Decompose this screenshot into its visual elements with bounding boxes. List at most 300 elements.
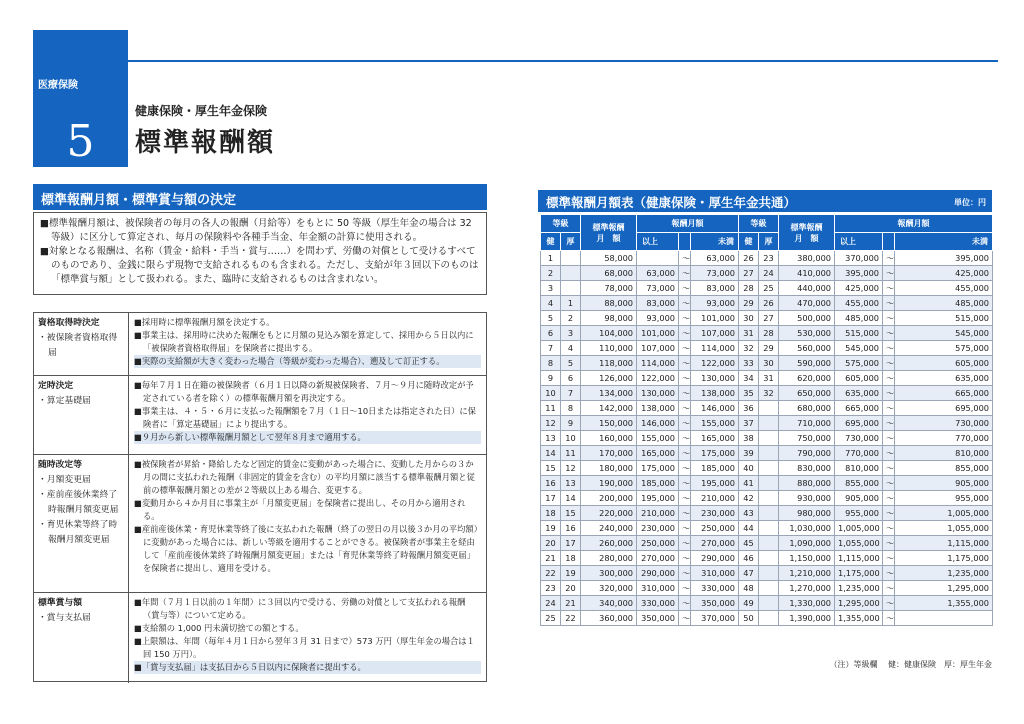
- range-over-cell: 146,000: [637, 416, 679, 431]
- range-tilde: 〜: [679, 461, 691, 476]
- grade-ken-cell: 17: [541, 491, 561, 506]
- header-monthly: 報酬月額: [637, 215, 739, 233]
- table-row: [541, 566, 993, 581]
- grade-ken-cell: 25: [541, 611, 561, 626]
- grade-ken-cell: 13: [541, 431, 561, 446]
- range-tilde: 〜: [883, 386, 895, 401]
- rule-form: ・育児休業等終了時報酬月額変更届: [38, 520, 118, 545]
- range-over-cell: 155,000: [637, 431, 679, 446]
- range-under-cell: 155,000: [691, 416, 739, 431]
- chapter-block: [33, 30, 128, 167]
- grade-ken-cell: 7: [541, 341, 561, 356]
- grade-kou-cell: 15: [561, 506, 581, 521]
- grade-kou-cell: 4: [561, 341, 581, 356]
- range-under-cell: [895, 611, 993, 626]
- rule-text: ■採用時に標準報酬月額を決定する。: [134, 317, 275, 327]
- rules-table: [33, 312, 487, 682]
- grade-ken-cell: 34: [739, 371, 759, 386]
- standard-amount-cell: 126,000: [581, 371, 637, 386]
- standard-amount-cell: 590,000: [779, 356, 835, 371]
- rule-text: ■９月から新しい標準報酬月額として翌年８月まで適用する。: [134, 431, 481, 444]
- standard-amount-cell: 930,000: [779, 491, 835, 506]
- grade-kou-cell: 22: [561, 611, 581, 626]
- grade-ken-cell: 11: [541, 401, 561, 416]
- range-under-cell: 73,000: [691, 266, 739, 281]
- header-over: 以上: [637, 233, 679, 251]
- grade-kou-cell: 26: [759, 296, 779, 311]
- range-tilde: 〜: [883, 551, 895, 566]
- range-tilde: 〜: [883, 341, 895, 356]
- standard-amount-cell: 280,000: [581, 551, 637, 566]
- grade-ken-cell: 41: [739, 476, 759, 491]
- standard-amount-cell: 142,000: [581, 401, 637, 416]
- grade-kou-cell: 19: [561, 566, 581, 581]
- range-tilde: 〜: [883, 401, 895, 416]
- range-over-cell: 107,000: [637, 341, 679, 356]
- range-over-cell: 122,000: [637, 371, 679, 386]
- range-under-cell: 1,295,000: [895, 581, 993, 596]
- range-under-cell: 175,000: [691, 446, 739, 461]
- range-over-cell: 605,000: [835, 371, 883, 386]
- table-row: [541, 326, 993, 341]
- range-under-cell: 1,115,000: [895, 536, 993, 551]
- grade-kou-cell: [561, 251, 581, 266]
- range-tilde: 〜: [883, 326, 895, 341]
- standard-amount-cell: 240,000: [581, 521, 637, 536]
- grade-kou-cell: 18: [561, 551, 581, 566]
- range-over-cell: 665,000: [835, 401, 883, 416]
- grade-kou-cell: [759, 446, 779, 461]
- range-over-cell: 1,235,000: [835, 581, 883, 596]
- intro-paragraph: ■標準報酬月額は、被保険者の毎月の各人の報酬（月給等）をもとに 50 等級（厚生年金の場合は 32 等級）に区分して算定され、毎月の保険料や各種手当金、年金額の計算に使用される。: [40, 218, 472, 243]
- grade-ken-cell: 4: [541, 296, 561, 311]
- range-tilde: 〜: [883, 431, 895, 446]
- range-under-cell: 250,000: [691, 521, 739, 536]
- table-row: [541, 596, 993, 611]
- grade-kou-cell: 17: [561, 536, 581, 551]
- range-over-cell: 330,000: [637, 596, 679, 611]
- range-tilde: 〜: [883, 296, 895, 311]
- grade-kou-cell: 21: [561, 596, 581, 611]
- grade-kou-cell: 27: [759, 311, 779, 326]
- range-over-cell: 635,000: [835, 386, 883, 401]
- header-under: 未満: [691, 233, 739, 251]
- range-over-cell: 175,000: [637, 461, 679, 476]
- range-over-cell: 165,000: [637, 446, 679, 461]
- standard-amount-cell: 200,000: [581, 491, 637, 506]
- standard-amount-cell: 190,000: [581, 476, 637, 491]
- rule-form: ・賞与支払届: [38, 613, 91, 623]
- grade-kou-cell: [759, 506, 779, 521]
- range-under-cell: 350,000: [691, 596, 739, 611]
- grade-kou-cell: [759, 416, 779, 431]
- range-over-cell: 695,000: [835, 416, 883, 431]
- grade-kou-cell: 8: [561, 401, 581, 416]
- range-over-cell: 1,355,000: [835, 611, 883, 626]
- standard-amount-cell: 58,000: [581, 251, 637, 266]
- grade-ken-cell: 9: [541, 371, 561, 386]
- range-tilde: 〜: [883, 266, 895, 281]
- range-under-cell: 575,000: [895, 341, 993, 356]
- range-under-cell: 730,000: [895, 416, 993, 431]
- grade-ken-cell: 40: [739, 461, 759, 476]
- grade-kou-cell: [759, 461, 779, 476]
- grade-kou-cell: 14: [561, 491, 581, 506]
- rule-row-regular: [34, 376, 486, 455]
- range-under-cell: 770,000: [895, 431, 993, 446]
- range-under-cell: 146,000: [691, 401, 739, 416]
- grade-ken-cell: 38: [739, 431, 759, 446]
- header-rule: [128, 60, 998, 62]
- standard-amount-cell: 410,000: [779, 266, 835, 281]
- standard-amount-cell: 710,000: [779, 416, 835, 431]
- table-row: [541, 491, 993, 506]
- rule-text: ■毎年７月１日在籍の被保険者（６月１日以降の新規被保険者、７月〜９月に随時改定が予定されている者を除く）の標準報酬月額を再決定する。: [134, 380, 474, 403]
- range-under-cell: 515,000: [895, 311, 993, 326]
- range-under-cell: 1,235,000: [895, 566, 993, 581]
- grade-ken-cell: 46: [739, 551, 759, 566]
- standard-amount-cell: 1,330,000: [779, 596, 835, 611]
- range-over-cell: 545,000: [835, 341, 883, 356]
- table-row: [541, 401, 993, 416]
- chapter-number: 5: [66, 116, 95, 167]
- table-row: [541, 386, 993, 401]
- grade-kou-cell: 11: [561, 446, 581, 461]
- range-under-cell: 122,000: [691, 356, 739, 371]
- table-row: [541, 251, 993, 266]
- rule-heading: 標準賞与額: [38, 598, 82, 608]
- grade-ken-cell: 39: [739, 446, 759, 461]
- grade-kou-cell: [759, 401, 779, 416]
- range-tilde: 〜: [679, 251, 691, 266]
- range-over-cell: 955,000: [835, 506, 883, 521]
- range-over-cell: 230,000: [637, 521, 679, 536]
- range-over-cell: 770,000: [835, 446, 883, 461]
- range-tilde: 〜: [679, 416, 691, 431]
- grade-kou-cell: [759, 521, 779, 536]
- range-over-cell: 63,000: [637, 266, 679, 281]
- range-over-cell: 185,000: [637, 476, 679, 491]
- range-tilde: 〜: [883, 311, 895, 326]
- grade-ken-cell: 31: [739, 326, 759, 341]
- standard-amount-cell: 750,000: [779, 431, 835, 446]
- range-over-cell: 810,000: [835, 461, 883, 476]
- table-row: [541, 281, 993, 296]
- grade-kou-cell: 29: [759, 341, 779, 356]
- intro-box: [33, 212, 487, 295]
- range-under-cell: 107,000: [691, 326, 739, 341]
- range-under-cell: 185,000: [691, 461, 739, 476]
- grade-ken-cell: 10: [541, 386, 561, 401]
- range-over-cell: 195,000: [637, 491, 679, 506]
- standard-amount-cell: 1,270,000: [779, 581, 835, 596]
- range-tilde: 〜: [679, 431, 691, 446]
- range-under-cell: 545,000: [895, 326, 993, 341]
- grade-ken-cell: 16: [541, 476, 561, 491]
- rule-body: [129, 593, 486, 683]
- grade-kou-cell: 5: [561, 356, 581, 371]
- table-row: [541, 476, 993, 491]
- grade-ken-cell: 27: [739, 266, 759, 281]
- range-over-cell: 575,000: [835, 356, 883, 371]
- standard-amount-cell: 880,000: [779, 476, 835, 491]
- grade-ken-cell: 22: [541, 566, 561, 581]
- range-tilde: 〜: [883, 461, 895, 476]
- standard-amount-cell: 180,000: [581, 461, 637, 476]
- page-title: 標準報酬額: [135, 128, 276, 158]
- rule-label: [34, 593, 129, 683]
- range-under-cell: 395,000: [895, 251, 993, 266]
- range-tilde: 〜: [679, 386, 691, 401]
- grade-ken-cell: 47: [739, 566, 759, 581]
- section-title: 標準報酬月額・標準賞与額の決定: [33, 184, 487, 210]
- range-under-cell: 425,000: [895, 266, 993, 281]
- grade-ken-cell: 45: [739, 536, 759, 551]
- range-tilde: 〜: [679, 266, 691, 281]
- range-over-cell: 83,000: [637, 296, 679, 311]
- rule-label: [34, 376, 129, 454]
- rule-row-revision: [34, 455, 486, 593]
- range-over-cell: 1,055,000: [835, 536, 883, 551]
- standard-amount-cell: 118,000: [581, 356, 637, 371]
- grade-kou-cell: [759, 566, 779, 581]
- grade-ken-cell: 42: [739, 491, 759, 506]
- grade-ken-cell: 24: [541, 596, 561, 611]
- range-over-cell: 855,000: [835, 476, 883, 491]
- table-row: [541, 461, 993, 476]
- table-title: 標準報酬月額表（健康保険・厚生年金共通）: [546, 195, 797, 210]
- range-tilde: 〜: [883, 251, 895, 266]
- grade-ken-cell: 44: [739, 521, 759, 536]
- range-tilde: 〜: [679, 611, 691, 626]
- range-over-cell: [637, 251, 679, 266]
- grade-ken-cell: 3: [541, 281, 561, 296]
- range-tilde: 〜: [883, 446, 895, 461]
- salary-grade-table: [540, 214, 993, 626]
- standard-amount-cell: 150,000: [581, 416, 637, 431]
- range-under-cell: 130,000: [691, 371, 739, 386]
- grade-ken-cell: 1: [541, 251, 561, 266]
- standard-amount-cell: 790,000: [779, 446, 835, 461]
- grade-ken-cell: 32: [739, 341, 759, 356]
- table-row: [541, 446, 993, 461]
- grade-kou-cell: [561, 266, 581, 281]
- range-under-cell: 114,000: [691, 341, 739, 356]
- range-tilde: 〜: [883, 371, 895, 386]
- range-over-cell: 1,115,000: [835, 551, 883, 566]
- rule-text: ■事業主は、４・５・６月に支払った報酬額を７月（１日〜10日または指定された日）に保険者に「算定基礎届」により提出する。: [134, 406, 476, 429]
- range-under-cell: 1,055,000: [895, 521, 993, 536]
- standard-amount-cell: 88,000: [581, 296, 637, 311]
- range-tilde: 〜: [679, 506, 691, 521]
- range-under-cell: 83,000: [691, 281, 739, 296]
- range-under-cell: 485,000: [895, 296, 993, 311]
- range-tilde: 〜: [679, 521, 691, 536]
- header-standard: 標準報酬 月 額: [581, 215, 637, 251]
- rule-text: ■実際の支給額が大きく変わった場合（等級が変わった場合）、遡及して訂正する。: [134, 355, 481, 368]
- rule-body: [129, 313, 486, 375]
- grade-ken-cell: 28: [739, 281, 759, 296]
- standard-amount-cell: 360,000: [581, 611, 637, 626]
- range-over-cell: 1,295,000: [835, 596, 883, 611]
- grade-kou-cell: 9: [561, 416, 581, 431]
- range-tilde: 〜: [679, 491, 691, 506]
- range-tilde: 〜: [883, 521, 895, 536]
- grade-ken-cell: 26: [739, 251, 759, 266]
- table-row: [541, 581, 993, 596]
- grade-ken-cell: 23: [541, 581, 561, 596]
- table-row: [541, 551, 993, 566]
- range-over-cell: 290,000: [637, 566, 679, 581]
- rule-row-acquisition: [34, 313, 486, 376]
- range-over-cell: 455,000: [835, 296, 883, 311]
- range-tilde: 〜: [883, 476, 895, 491]
- rule-text: ■年間（７月１日以前の１年間）に３回以内で受ける、労働の対償として支払われる報酬（賞与等）について定める。: [134, 597, 466, 620]
- grade-kou-cell: 24: [759, 266, 779, 281]
- range-over-cell: 730,000: [835, 431, 883, 446]
- grade-ken-cell: 33: [739, 356, 759, 371]
- table-note: （注）等級欄 健：健康保険 厚：厚生年金: [829, 660, 992, 669]
- table-row: [541, 296, 993, 311]
- range-under-cell: 1,175,000: [895, 551, 993, 566]
- grade-kou-cell: [759, 491, 779, 506]
- range-tilde: 〜: [883, 491, 895, 506]
- range-tilde: 〜: [679, 356, 691, 371]
- standard-amount-cell: 650,000: [779, 386, 835, 401]
- rule-label: [34, 313, 129, 375]
- standard-amount-cell: 1,390,000: [779, 611, 835, 626]
- grade-kou-cell: 6: [561, 371, 581, 386]
- range-under-cell: 270,000: [691, 536, 739, 551]
- table-row: [541, 506, 993, 521]
- rule-row-bonus: [34, 593, 486, 683]
- range-over-cell: 1,005,000: [835, 521, 883, 536]
- header-ken: 健: [739, 233, 759, 251]
- range-tilde: 〜: [679, 281, 691, 296]
- grade-kou-cell: 28: [759, 326, 779, 341]
- standard-amount-cell: 170,000: [581, 446, 637, 461]
- range-tilde: 〜: [679, 341, 691, 356]
- range-tilde: 〜: [679, 326, 691, 341]
- grade-kou-cell: 16: [561, 521, 581, 536]
- standard-amount-cell: 98,000: [581, 311, 637, 326]
- range-tilde: 〜: [679, 401, 691, 416]
- page-subtitle: 健康保険・厚生年金保険: [135, 104, 268, 118]
- grade-kou-cell: 3: [561, 326, 581, 341]
- range-under-cell: 605,000: [895, 356, 993, 371]
- standard-amount-cell: 160,000: [581, 431, 637, 446]
- rule-form: ・産前産後休業終了時報酬月額変更届: [38, 490, 119, 515]
- range-tilde: 〜: [679, 446, 691, 461]
- standard-amount-cell: 220,000: [581, 506, 637, 521]
- range-tilde: 〜: [679, 566, 691, 581]
- grade-kou-cell: 25: [759, 281, 779, 296]
- range-under-cell: 695,000: [895, 401, 993, 416]
- range-under-cell: 101,000: [691, 311, 739, 326]
- rule-text: ■「賞与支払届」は支払日から５日以内に保険者に提出する。: [134, 661, 481, 674]
- standard-amount-cell: 380,000: [779, 251, 835, 266]
- grade-kou-cell: 10: [561, 431, 581, 446]
- grade-ken-cell: 50: [739, 611, 759, 626]
- grade-ken-cell: 15: [541, 461, 561, 476]
- grade-kou-cell: 20: [561, 581, 581, 596]
- grade-ken-cell: 37: [739, 416, 759, 431]
- grade-ken-cell: 29: [739, 296, 759, 311]
- range-over-cell: 1,175,000: [835, 566, 883, 581]
- header-standard: 標準報酬 月 額: [779, 215, 835, 251]
- standard-amount-cell: 560,000: [779, 341, 835, 356]
- header-monthly: 報酬月額: [835, 215, 993, 233]
- table-row: [541, 371, 993, 386]
- grade-ken-cell: 49: [739, 596, 759, 611]
- rule-body: [129, 455, 486, 592]
- range-tilde: 〜: [883, 281, 895, 296]
- rule-body: [129, 376, 486, 454]
- range-tilde: 〜: [883, 416, 895, 431]
- range-under-cell: 210,000: [691, 491, 739, 506]
- standard-amount-cell: 530,000: [779, 326, 835, 341]
- range-under-cell: 93,000: [691, 296, 739, 311]
- range-under-cell: 310,000: [691, 566, 739, 581]
- range-under-cell: 195,000: [691, 476, 739, 491]
- grade-ken-cell: 12: [541, 416, 561, 431]
- header-kou: 厚: [759, 233, 779, 251]
- table-unit: 単位：円: [954, 198, 986, 207]
- range-over-cell: 130,000: [637, 386, 679, 401]
- rule-text: ■産前産後休業・育児休業等終了後に支払われた報酬（終了の翌日の月以後３か月の平均額）に変動があった場合には、新しい等級を適用することができる。被保険者が事業主を経由して「産前産後休業終了時報酬月額変更届」または「育児休業等終了時報酬月額変更届」を保険者に提出し、適用を受ける。: [134, 524, 478, 573]
- rule-form: ・被保険者資格取得届: [38, 333, 118, 358]
- rule-form: ・月額変更届: [38, 475, 91, 485]
- grade-ken-cell: 8: [541, 356, 561, 371]
- standard-amount-cell: 1,090,000: [779, 536, 835, 551]
- range-tilde: 〜: [679, 551, 691, 566]
- range-over-cell: 425,000: [835, 281, 883, 296]
- grade-ken-cell: 2: [541, 266, 561, 281]
- range-under-cell: 1,355,000: [895, 596, 993, 611]
- grade-ken-cell: 21: [541, 551, 561, 566]
- standard-amount-cell: 830,000: [779, 461, 835, 476]
- grade-kou-cell: 1: [561, 296, 581, 311]
- grade-ken-cell: 36: [739, 401, 759, 416]
- range-tilde: 〜: [679, 596, 691, 611]
- header-grade: 等級: [541, 215, 581, 233]
- rule-text: ■被保険者が昇給・降給したなど固定的賃金に変動があった場合に、変動した月からの３か月の間に支払われた報酬（非固定的賃金を含む）の平均月額に該当する標準報酬月額と従前の標準報酬月額との差が２等級以上ある場合、変更する。: [134, 459, 475, 495]
- range-tilde: 〜: [883, 356, 895, 371]
- standard-amount-cell: 470,000: [779, 296, 835, 311]
- standard-amount-cell: 980,000: [779, 506, 835, 521]
- table-row: [541, 521, 993, 536]
- standard-amount-cell: 1,150,000: [779, 551, 835, 566]
- grade-ken-cell: 30: [739, 311, 759, 326]
- rule-heading: 随時改定等: [38, 460, 82, 470]
- range-tilde: 〜: [679, 536, 691, 551]
- range-over-cell: 485,000: [835, 311, 883, 326]
- header-over: 以上: [835, 233, 883, 251]
- range-tilde: 〜: [883, 581, 895, 596]
- grade-kou-cell: 31: [759, 371, 779, 386]
- range-over-cell: 250,000: [637, 536, 679, 551]
- rule-text: ■事業主は、採用時に決めた報酬をもとに月額の見込み額を算定して、採用から５日以内に「被保険者資格取得届」を保険者に提出する。: [134, 330, 474, 353]
- range-under-cell: 455,000: [895, 281, 993, 296]
- range-over-cell: 270,000: [637, 551, 679, 566]
- range-over-cell: 905,000: [835, 491, 883, 506]
- rule-form: ・算定基礎届: [38, 396, 91, 406]
- grade-kou-cell: 12: [561, 461, 581, 476]
- range-tilde: 〜: [679, 311, 691, 326]
- range-under-cell: 63,000: [691, 251, 739, 266]
- range-tilde: 〜: [883, 596, 895, 611]
- grade-kou-cell: [759, 611, 779, 626]
